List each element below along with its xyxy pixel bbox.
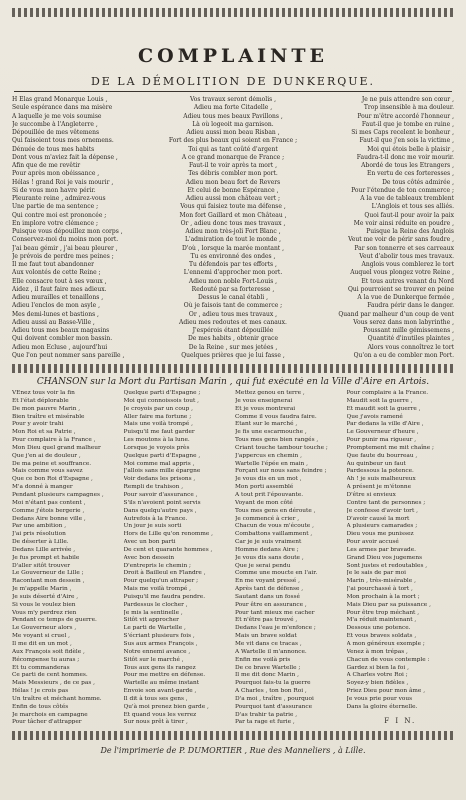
- verse-line: Wartelle au même instant: [123, 680, 200, 687]
- chanson-column-4: [347, 390, 455, 727]
- verse-line: Que l'on peut nommer sans pareille ,: [12, 351, 125, 359]
- verse-line: Dessous une potence.: [346, 625, 411, 632]
- verse-line: Puisqu'il me faut garder: [123, 429, 195, 436]
- verse-line: Fort des plus beaux qui soient en France ;: [168, 137, 298, 145]
- verse-line: Qui contre moi est prononcée ;: [12, 211, 107, 219]
- verse-line: Adieu mon noble Fort-Louis ,: [188, 277, 278, 285]
- verse-line: Faudra périr dans le danger.: [367, 302, 454, 310]
- verse-line: Aller faire ma fortune ;: [123, 413, 192, 420]
- verse-line: Je succombe à l'Angleterre ,: [12, 120, 98, 128]
- verse-line: Poussant mille gémissemens ,: [363, 327, 454, 334]
- verse-line: Aidez , il faut faire mes adieux.: [12, 285, 107, 293]
- verse-line: De mon pauvre Marin ,: [12, 405, 81, 412]
- verse-line: L'ennemi d'approcher mon port.: [183, 269, 283, 277]
- verse-line: Pardessous la potence.: [346, 468, 414, 475]
- verse-line: Adieu murailles et tenaillons ,: [12, 294, 104, 301]
- bottom-ornament-border: [12, 731, 454, 740]
- verse-line: Rempli de trahison ,: [123, 484, 184, 491]
- verse-line: Par son tonnerre et ses carreaux: [354, 244, 454, 252]
- verse-line: En implore votre clémence ;: [12, 219, 98, 227]
- verse-line: J'ai pris résolution: [12, 531, 66, 538]
- verse-line: D'entrepris le chemin ;: [123, 562, 192, 569]
- verse-line: Pendant plusieurs campagnes ,: [12, 491, 104, 498]
- verse-line: Il me dit donc Marin ,: [235, 672, 299, 679]
- verse-line: Adieu mon très-joli Fort Blanc ,: [185, 228, 281, 235]
- verse-line: A plusieurs camarades ;: [346, 523, 418, 530]
- verse-line: Mes demi-lunes et bastions ,: [12, 310, 99, 318]
- verse-line: Adieu aussi mon beau Risban ,: [186, 129, 280, 136]
- verse-line: Afin que de me revêtir: [12, 162, 81, 169]
- verse-line: J'ai pourchassé à tort ,: [346, 586, 413, 593]
- verse-line: Que j'avois ramené: [346, 413, 403, 420]
- verse-line: Comme j'étois bergerie ,: [12, 507, 85, 514]
- verse-line: Je marchois en campagne: [12, 711, 88, 718]
- verse-line: A la vue de tableaux tremblent: [360, 195, 454, 202]
- verse-line: Je commencé à crier ,: [235, 515, 300, 522]
- verse-line: Vos travaux seront démolis ,: [189, 96, 277, 103]
- title-rule: [14, 91, 452, 92]
- verse-line: Qu'on a eu de combler mon Port.: [353, 351, 454, 359]
- verse-line: Le Gouverneur d'heure ,: [346, 429, 419, 436]
- verse-line: VEnez tous voir la fin: [12, 390, 75, 396]
- verse-line: Criant touche tambour touche ;: [235, 444, 328, 451]
- verse-line: Ce parti de cent hommes.: [12, 672, 88, 679]
- verse-line: Que faute du bourreau ,: [346, 452, 418, 459]
- verse-line: Mon porti assemblé: [235, 484, 294, 491]
- verse-line: Quelque parti d'Espagne ,: [123, 452, 201, 459]
- verse-line: Je fus prompt et habile: [12, 554, 80, 561]
- verse-line: Pour me mettre en défense.: [123, 672, 206, 679]
- chanson-column-2: [124, 390, 232, 727]
- verse-line: Sus aux armes François ,: [123, 641, 198, 647]
- verse-line: Voir dedans les prisons ,: [123, 476, 196, 483]
- verse-line: Hélas ! grand Roi je vais mourir ,: [12, 178, 114, 186]
- verse-line: Si de vous mon havre périr.: [12, 186, 96, 194]
- verse-line: De tous côtés admirée ,: [382, 178, 454, 186]
- verse-line: A mon généreux exemple ;: [346, 641, 425, 647]
- verse-line: Adieu mon beau fort de Revers: [185, 178, 281, 186]
- complainte-column-3: [311, 96, 454, 360]
- verse-line: Je m'appelle Marin ,: [12, 586, 72, 593]
- verse-line: Au quinbeur un faut: [346, 460, 406, 467]
- verse-line: Puisque vous dépouillez mon corps ,: [12, 228, 123, 235]
- verse-line: S'ils n'avoient point servis: [123, 499, 201, 506]
- verse-line: En vertu de ces forteresses ,: [366, 170, 454, 178]
- verse-line: Avec bon dessein: [123, 554, 175, 561]
- verse-line: Et tu commanderas: [12, 664, 70, 671]
- verse-line: Avec un bon parti: [123, 539, 176, 546]
- verse-line: Je vous dis en un mot ,: [235, 476, 302, 483]
- verse-line: Mon Roi et sa Patrie ,: [12, 429, 76, 436]
- verse-line: Que j'en ai de douleur ,: [12, 452, 81, 459]
- verse-line: De ce brave Wartelle ;: [235, 664, 301, 671]
- verse-line: Abordé de tous les Etrangers ,: [361, 162, 454, 169]
- verse-line: Notre ennemi avance ,: [123, 648, 191, 655]
- verse-line: Elle consacre tout à ses vœux ,: [12, 277, 107, 285]
- verse-line: Tous aux gens ils rangez: [123, 664, 196, 671]
- verse-line: Et n'être pas trouvé ,: [235, 617, 298, 624]
- verse-line: Dénuée de tous mes habits: [12, 145, 95, 153]
- verse-line: Quoi faut-il pour avoir la paix: [364, 211, 454, 219]
- verse-line: L'Anglois et tous ses alliés.: [371, 203, 454, 211]
- verse-line: A ce grand monarque de France ;: [181, 153, 285, 161]
- verse-line: Tu es environné des ondes ,: [190, 252, 276, 260]
- verse-line: Dedans Aire bonne ville ,: [12, 515, 86, 522]
- complainte-verses: [8, 96, 458, 360]
- verse-line: Dedans Lille arrivée ,: [12, 546, 76, 553]
- verse-line: De la Reine , sur mes jetées ,: [188, 343, 278, 351]
- verse-line: Dessus le canal établi ,: [198, 294, 268, 301]
- verse-line: Racontant mon dessein ,: [12, 578, 85, 585]
- verse-line: Un jour je suis sorti: [123, 523, 182, 530]
- verse-line: Pleurante reine , admirez-vous: [12, 195, 106, 202]
- verse-line: Adieu tous mes beaux magasins: [12, 327, 110, 334]
- verse-line: Soyez-y bien fidèles ,: [346, 680, 409, 687]
- verse-line: Trop insensible à ma douleur.: [363, 104, 454, 112]
- page-subtitle: DE LA DÉMOLITION DE DUNKERQUE.: [90, 75, 376, 88]
- verse-line: Et tous autres venant du Nord: [361, 277, 454, 285]
- verse-line: Pour après mon obéissance ,: [12, 170, 100, 178]
- verse-line: Pendant ce temps de guerre.: [12, 617, 97, 624]
- verse-line: Pour savoir d'assurance ,: [123, 491, 198, 498]
- verse-line: Là où logeoit ma garnison.: [192, 120, 274, 128]
- verse-line: Quand par malheur d'un coup de vent: [338, 310, 454, 318]
- verse-line: Pour quelqu'un attraper ;: [123, 578, 199, 585]
- verse-line: Tu défendois par tes efforts ,: [189, 261, 277, 268]
- verse-line: Pourquoi fais-tu la guerre: [235, 680, 311, 687]
- verse-line: Pour tant mieux me cacher: [235, 609, 315, 616]
- verse-line: Comme une moucte en l'air.: [235, 570, 318, 577]
- verse-line: Pour être en assurance ,: [235, 601, 307, 608]
- chanson-heading: CHANSON sur la Mort du Partisan Marin , qui fut exécuté en la Ville d'Aire en Artois.: [36, 377, 430, 387]
- verse-line: Bien traître et misérable: [12, 413, 85, 420]
- verse-line: Comme il vous faudra faire.: [235, 413, 317, 420]
- verse-line: Chacun de vous m'écoute ,: [235, 523, 314, 530]
- verse-line: Je vous prie pour vous: [346, 695, 413, 702]
- verse-line: Je mis la sentinelle ,: [123, 609, 183, 616]
- verse-line: Un traître et méchant homme.: [12, 695, 102, 702]
- verse-line: J'allois sans mille épargne: [123, 468, 201, 475]
- verse-line: Quelques prières que je lui fasse ,: [181, 351, 285, 359]
- verse-line: Je confesse d'avoir tort ,: [346, 507, 418, 514]
- verse-line: J'espérois étant dépouillée: [192, 327, 274, 334]
- fin-mark: F I N.: [384, 716, 417, 725]
- verse-line: Moi qui étois belle à plaisir ,: [367, 145, 454, 153]
- verse-line: Je croyois par un coup ,: [123, 405, 193, 412]
- verse-line: Récompense tu auras ;: [12, 656, 80, 663]
- verse-line: Redouté par sa forteresse ,: [191, 285, 275, 293]
- verse-line: Forçant sur nous sans feindre ;: [235, 468, 327, 475]
- verse-line: Mais me voilà trompé ,: [123, 586, 192, 593]
- verse-line: Le Gouverneur alors ,: [12, 625, 77, 632]
- verse-line: Faut-il que je tombe en ruine ,: [361, 120, 454, 128]
- verse-line: Adieu tous mes beaux Pavillons ,: [183, 112, 283, 120]
- verse-line: Enfin de tous côtés: [12, 703, 69, 710]
- verse-line: Pour avoir accusé: [346, 539, 399, 546]
- verse-line: Aux François soit fidèle ,: [12, 648, 85, 655]
- verse-line: Priez Dieu pour mon âme ,: [346, 688, 426, 695]
- verse-line: A tout prit l'épouvante.: [235, 491, 304, 498]
- verse-line: Seule espérance dans ma misère: [12, 104, 113, 112]
- verse-line: Et vous braves soldats ,: [346, 633, 417, 640]
- verse-line: Après tant de défense ,: [235, 586, 304, 593]
- verse-line: Adieu aussi au Basse-Ville ,: [12, 318, 95, 326]
- verse-line: Le parti de Wartelle ,: [123, 625, 186, 632]
- verse-line: Pour m'être accordé l'honneur ,: [357, 112, 454, 120]
- verse-line: Il dit à tous ses gens ,: [123, 695, 188, 702]
- verse-line: Hélas ! je crois pas: [12, 688, 69, 695]
- verse-line: Mais comme vous savez: [12, 468, 83, 475]
- verse-line: Qui pourroient se trouver en peine: [348, 285, 454, 293]
- verse-line: Mais Dieu par sa puissance ,: [346, 601, 431, 608]
- verse-line: Veut me voir de périr sans foudre ,: [348, 236, 454, 244]
- verse-line: Faut-il que j'en sois la victime ,: [359, 137, 454, 145]
- verse-line: Par une ambition ,: [12, 523, 67, 530]
- verse-line: En me voyant pressé ,: [235, 578, 300, 585]
- verse-line: Le Gouverneur de Lille ;: [12, 570, 84, 577]
- verse-line: Lorsque je voyois près: [123, 444, 190, 451]
- verse-line: Mon prochain à la mort ;: [346, 593, 420, 600]
- chanson-column-3: [235, 390, 343, 727]
- verse-line: Je fis une escarmouche ,: [235, 429, 307, 436]
- verse-line: Sur nous prêt à tirer ,: [123, 719, 188, 726]
- verse-line: Me voyant si cruel ,: [12, 633, 71, 640]
- verse-line: Les moutons à la lune.: [123, 437, 190, 444]
- verse-line: D'a moi , traître , pourquoi: [235, 695, 314, 702]
- verse-line: Que ce bon Roi d'Espagne ,: [12, 476, 93, 483]
- verse-line: H Élas grand Monarque Louis ,: [12, 96, 108, 103]
- verse-line: Dépouillée de mes vêtemens: [12, 129, 100, 136]
- verse-line: Tous mes gens en déroute ,: [235, 507, 316, 514]
- verse-line: Homme dedans Aire ;: [235, 546, 299, 553]
- verse-line: A la vue de Dunkerque fermée ,: [357, 294, 454, 301]
- verse-line: Qui doivent combler mon bassin.: [12, 335, 113, 343]
- verse-line: Envoie son avant-garde ,: [123, 688, 197, 695]
- verse-line: Chacun de vous contemple :: [346, 656, 430, 663]
- verse-line: Mais une voilà trompé ,: [123, 421, 193, 428]
- verse-line: De déserter à Lille.: [12, 539, 69, 546]
- verse-line: Promptement me mit chaîne ;: [346, 444, 435, 451]
- verse-line: Si mes Caps recelent le bonheur ,: [351, 129, 454, 136]
- top-ornament-border: [12, 8, 454, 17]
- verse-line: Or , adieu tous mes travaux ,: [188, 310, 278, 318]
- verse-line: Alors vous connoîtrez le tort: [367, 343, 454, 351]
- verse-line: Puisqu'il me faudra pendre.: [123, 593, 206, 600]
- verse-line: J'ai beau gémir , j'ai beau pleurer ,: [12, 244, 118, 252]
- verse-line: M'a donné à manger: [12, 484, 73, 491]
- verse-line: Me voir ainsi réduite en poudre ,: [353, 219, 454, 227]
- verse-line: Dedans l'eau je m'enfonce ;: [235, 625, 316, 632]
- verse-line: D'aller sitôt trouver: [12, 562, 71, 569]
- verse-line: Adieu mon Ecluse , aujourd'hui: [12, 343, 108, 351]
- verse-line: Il me dit en un mot ,: [12, 641, 72, 647]
- verse-line: Pardessus le clocher ,: [123, 601, 188, 608]
- verse-line: Anglois vous comblerez le tort: [361, 261, 454, 268]
- verse-line: Contre tant de personnes ;: [346, 499, 426, 506]
- verse-line: D'où , lorsque la marée montant ,: [181, 244, 285, 252]
- verse-line: Auquel vous plongez votre Reine ,: [350, 269, 454, 277]
- verse-line: A Wartelle il m'annonce.: [235, 648, 307, 655]
- verse-line: Tous mes gens bien rangés ,: [235, 437, 319, 444]
- verse-line: Me vit dans ce tracas ,: [235, 641, 302, 647]
- verse-line: Dont vous m'aviez fait la dépense ,: [12, 153, 118, 161]
- verse-line: Dieu vous me punissez: [346, 531, 414, 538]
- verse-line: Qui faisoient tous mes ornemens.: [12, 137, 114, 145]
- verse-line: Etant sur le marché ,: [235, 421, 298, 428]
- verse-line: Ah ! je suis malheureux: [346, 476, 416, 483]
- verse-line: Grand Dieu vos jugemens: [346, 554, 423, 561]
- verse-line: Hors de Lille qu'on renomme ,: [123, 531, 213, 538]
- verse-line: Et maudit soit la guerre ,: [346, 405, 421, 412]
- verse-line: Je le sais de par moi: [346, 570, 406, 577]
- verse-line: Dans la gloire éternelle.: [346, 703, 418, 710]
- verse-line: Je prévois de perdre mes peines ;: [12, 252, 114, 260]
- verse-line: Puisque la Reine des Anglois: [366, 228, 454, 235]
- verse-line: Venez à mon trépas ,: [346, 648, 408, 655]
- verse-line: Quelque parti d'Espagne ;: [123, 390, 201, 396]
- verse-line: Vous m'y perdrez rien: [12, 609, 77, 616]
- verse-line: Que je serai pendu: [235, 562, 291, 569]
- verse-line: Tes débris combler mon port.: [188, 170, 278, 178]
- verse-line: Gardez si bien la foi ,: [346, 664, 409, 671]
- verse-line: Wartelle l'épée en main ,: [235, 460, 308, 467]
- verse-line: A laquelle je me vois soumise: [12, 112, 102, 120]
- complainte-column-1: [12, 96, 155, 360]
- verse-line: Mettez genou en terre ,: [235, 390, 305, 396]
- verse-line: Autrefois à la France.: [123, 515, 188, 522]
- verse-line: Or , adieu donc tous mes travaux ,: [180, 219, 286, 227]
- verse-line: Pour l'étendue de ton commerce ;: [351, 186, 454, 194]
- verse-line: L'admiration de tout le monde ,: [184, 236, 282, 244]
- verse-line: Sautant dans un fossé: [235, 593, 300, 600]
- verse-line: Les armes par bravade.: [346, 546, 417, 553]
- verse-line: Une partie de ma sentence ;: [12, 203, 99, 211]
- verse-line: Toi qui as tant coûté d'argent: [188, 145, 278, 153]
- verse-line: Mais Messieurs , de ce pas ,: [12, 680, 96, 687]
- verse-line: Mon Dieu quel grand malheur: [12, 444, 101, 451]
- verse-line: Adieu l'enclos de mon asyle ,: [12, 302, 100, 310]
- verse-line: Combattons vaillamment ,: [235, 531, 313, 538]
- verse-line: Je vous dis sans doute ,: [235, 554, 304, 561]
- verse-line: J'appercus en chemin ,: [235, 452, 302, 459]
- verse-line: Moi qui connoissois tout ,: [123, 397, 199, 404]
- verse-line: Droit à Bailleul en Flandre ,: [123, 570, 206, 577]
- verse-line: Aux volontés de cette Reine ;: [12, 269, 101, 277]
- verse-line: Enfin me voilà pris: [235, 656, 291, 663]
- verse-line: Faudra-t-il donc me voir mourir.: [356, 153, 454, 161]
- verse-line: S'écriant plusieurs fois ,: [123, 633, 195, 640]
- verse-line: Et je vous montrerai: [235, 405, 296, 412]
- verse-line: Maudit soit la guerre ,: [346, 397, 413, 404]
- verse-line: Marin , très-misérable ,: [346, 578, 416, 585]
- verse-line: Quantité d'inutiles plaintes ,: [367, 335, 454, 343]
- verse-line: Adieu ma forte Citadelle ,: [193, 104, 273, 112]
- chanson-column-1: [12, 390, 120, 727]
- verse-line: Pour complaire à la France.: [346, 390, 429, 396]
- verse-line: Si vous le voulez bien: [12, 601, 76, 608]
- verse-line: Mon fort Gaillard et mon Château ,: [179, 211, 287, 219]
- verse-line: Je suis déserté d'Aire ,: [12, 593, 79, 600]
- verse-line: A présent je m'étonne: [346, 484, 412, 491]
- verse-line: D'as trahir ta patrie ,: [235, 711, 298, 718]
- verse-line: Conservez-moi du moins mon port.: [12, 236, 119, 244]
- verse-line: Faut-il te voir après ta mort ,: [188, 162, 278, 169]
- verse-line: Par dedans la ville d'Aire ,: [346, 421, 424, 428]
- verse-line: Dans quelqu'autre pays ,: [123, 507, 197, 514]
- verse-line: D'être si envieux: [346, 491, 396, 498]
- verse-line: Je ne puis attendre son cœur ,: [361, 96, 454, 103]
- verse-line: Et celui de bonne Espérance ,: [187, 186, 279, 194]
- verse-line: Moi comme mal appris ,: [123, 460, 195, 467]
- verse-line: De mes habits , obtenir grace: [187, 335, 279, 343]
- complainte-column-2: [161, 96, 304, 360]
- verse-line: Mais un brave soldat: [235, 633, 297, 640]
- verse-line: M'a réduit maintenant ,: [346, 617, 417, 624]
- verse-line: Vous qui faisiez toute ma défense ,: [180, 203, 286, 211]
- verse-line: Et quand vous les verrez: [123, 711, 197, 718]
- middle-ornament-border: [12, 364, 454, 373]
- verse-line: Pourquoi tant d'assurance: [235, 703, 313, 710]
- verse-line: Pour tâcher d'attrapper: [12, 719, 82, 726]
- verse-line: Vous serez dans mon labyrinthe ,: [353, 318, 454, 326]
- verse-line: Il me faut tout abandonner: [12, 261, 94, 268]
- verse-line: De cent et quarante hommes ,: [123, 546, 213, 553]
- verse-line: Où je faisois tant de commerce ;: [183, 302, 283, 310]
- verse-line: Car je je suis vraiment: [235, 539, 302, 546]
- verse-line: De ma peine et souffrance.: [12, 460, 92, 467]
- verse-line: Adieu aussi mon château vert ;: [185, 195, 281, 202]
- verse-line: Sont justes et redoutables ,: [346, 562, 428, 569]
- verse-line: Sitôt vit approcher: [123, 617, 179, 624]
- verse-line: Par ta rage et furie ,: [235, 719, 295, 726]
- verse-line: Pour punir ma rigueur ,: [346, 437, 417, 444]
- verse-line: Voyant de mon côté: [235, 499, 293, 506]
- verse-line: Je vous enseignerai: [235, 397, 293, 404]
- printer-imprint: De l'imprimerie de P. DUMORTIER , Rue des Manneliers , à Lille.: [100, 746, 366, 756]
- chanson-verses: [8, 390, 458, 727]
- verse-line: Pour complaire à la France ,: [12, 437, 96, 444]
- chanson-column-4-lines: [347, 390, 455, 712]
- verse-line: A Charles , ton bon Roi ,: [235, 688, 307, 695]
- verse-line: A Charles votre Roi ;: [346, 672, 408, 679]
- verse-line: Veut d'abolir tous mes travaux.: [359, 252, 454, 260]
- verse-line: Et l'état déplorable: [12, 397, 69, 404]
- verse-line: Pour y avoir trahi: [12, 421, 64, 428]
- verse-line: Sitôt sur le marché ,: [123, 656, 184, 663]
- verse-line: Moi n'étant pas content ,: [12, 499, 86, 506]
- verse-line: Adieu mes redoutes et mes canaux.: [179, 318, 287, 326]
- verse-line: Pour être trop méchant ,: [346, 609, 420, 616]
- verse-line: Qu'à moi prenez bien garde ,: [123, 703, 209, 710]
- page-title: COMPLAINTE: [138, 45, 328, 67]
- verse-line: D'avoir causé la mort: [346, 515, 410, 522]
